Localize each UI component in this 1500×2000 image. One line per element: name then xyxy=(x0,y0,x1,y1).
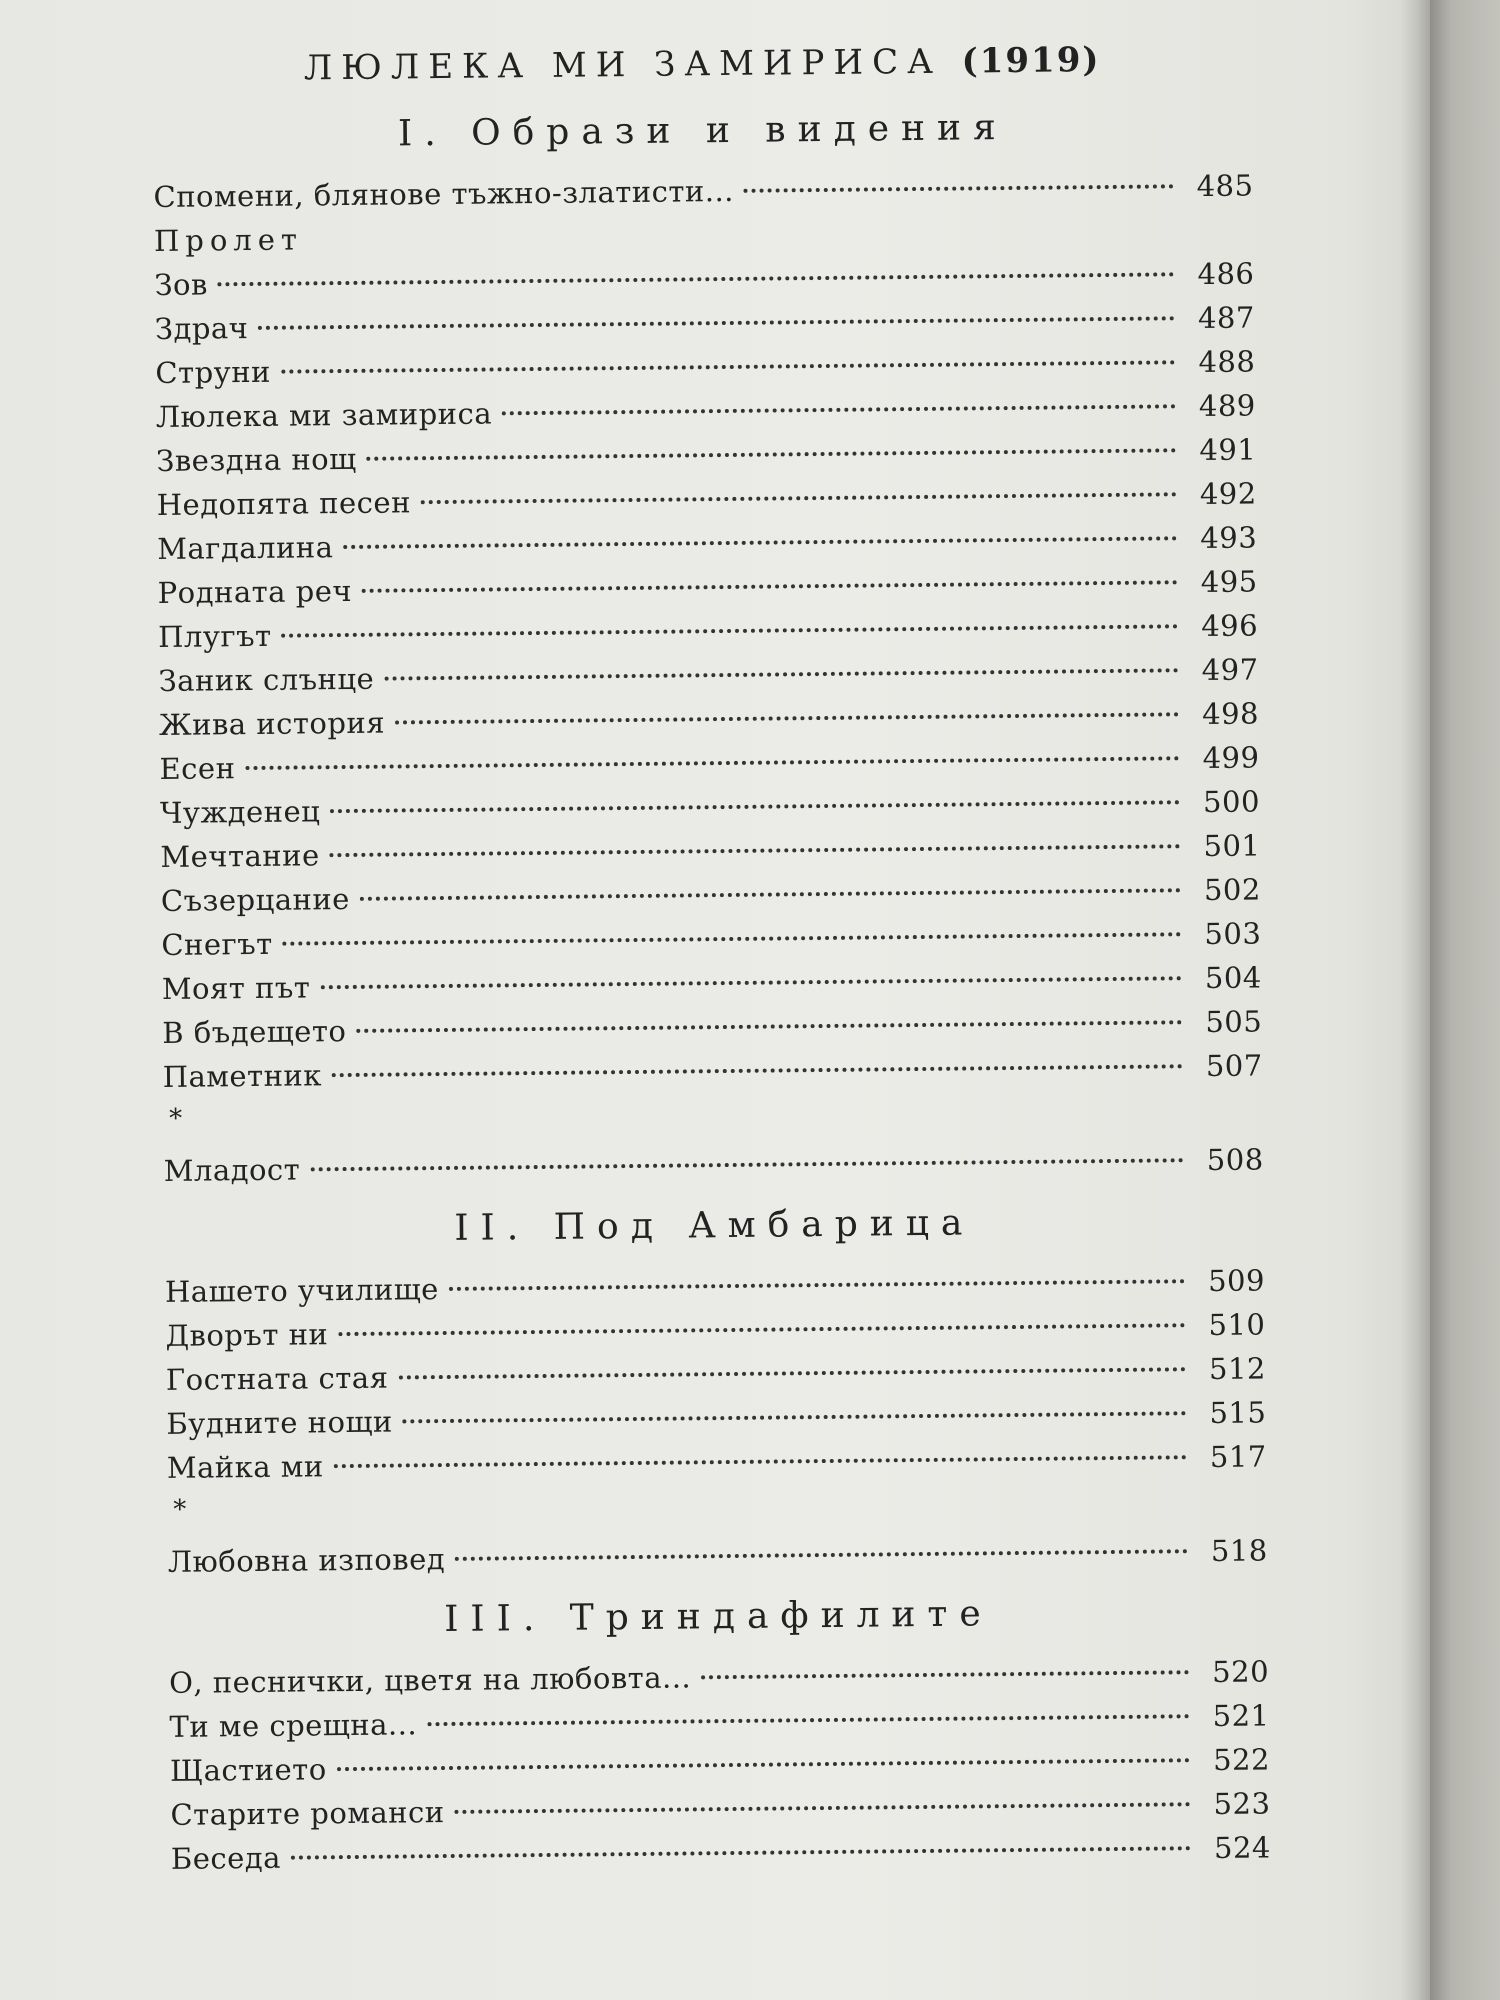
entry-title: Спомени, блянове тъжно-златисти... xyxy=(153,173,735,214)
toc-list-section-3 xyxy=(169,1649,1271,1881)
entry-page xyxy=(1184,239,1254,240)
entry-title: Старите романси xyxy=(170,1795,445,1832)
dot-leader xyxy=(744,184,1174,192)
dot-leader xyxy=(330,844,1181,857)
entry-page: 505 xyxy=(1205,1004,1263,1040)
entry-title: Беседа xyxy=(170,1840,282,1876)
entry-page: 518 xyxy=(1210,1533,1268,1568)
dot-leader xyxy=(449,1279,1185,1291)
toc-list-section-2 xyxy=(165,1258,1268,1584)
entry-page: 508 xyxy=(1206,1142,1264,1178)
entry-page: 510 xyxy=(1208,1307,1266,1343)
entry-page: 522 xyxy=(1212,1742,1271,1777)
dot-leader xyxy=(455,1549,1188,1561)
dot-leader xyxy=(332,1064,1183,1077)
entry-page: 496 xyxy=(1201,608,1259,644)
entry-page: 517 xyxy=(1209,1439,1267,1474)
dot-leader xyxy=(313,232,1174,241)
dot-leader xyxy=(283,932,1182,945)
entry-page: 485 xyxy=(1196,168,1254,204)
dot-leader xyxy=(334,1455,1187,1468)
dot-leader xyxy=(502,404,1176,415)
entry-page: 502 xyxy=(1203,872,1262,908)
dot-leader xyxy=(398,1367,1185,1379)
entry-title: Чужденец xyxy=(159,794,321,830)
dot-leader xyxy=(330,800,1180,813)
entry-title: Ти ме срещна... xyxy=(169,1707,418,1744)
entry-page: 491 xyxy=(1199,432,1257,468)
dot-leader xyxy=(337,1758,1190,1771)
entry-page: 487 xyxy=(1197,300,1256,336)
dot-leader xyxy=(258,316,1175,330)
section-title-1: I. Образи и видения xyxy=(397,107,1008,155)
dot-leader xyxy=(701,1670,1189,1679)
page-gutter-shadow xyxy=(1400,0,1430,2000)
dot-leader xyxy=(421,492,1177,504)
dot-leader xyxy=(281,360,1175,373)
entry-page: 497 xyxy=(1201,652,1259,688)
dot-leader xyxy=(310,1158,1183,1171)
dot-leader xyxy=(403,1411,1187,1423)
entry-title: Гостната стая xyxy=(165,1360,389,1397)
asterisk-separator: * xyxy=(173,1494,187,1525)
entry-title: Зов xyxy=(154,267,208,302)
dot-leader xyxy=(367,448,1177,460)
section-title-3: III. Триндафилите xyxy=(443,1593,993,1641)
entry-page: 501 xyxy=(1203,828,1261,864)
section-title-2: II. Под Амбарица xyxy=(454,1202,975,1249)
entry-title: Жива история xyxy=(158,705,386,742)
dot-leader xyxy=(384,668,1178,680)
entry-title: Плугът xyxy=(157,618,272,654)
dot-leader xyxy=(320,976,1181,989)
entry-page: 520 xyxy=(1212,1654,1270,1689)
entry-page: 499 xyxy=(1202,740,1260,776)
entry-title: Дворът ни xyxy=(165,1317,329,1353)
dot-leader xyxy=(455,1802,1191,1814)
entry-page: 521 xyxy=(1212,1698,1270,1733)
entry-title: Моят път xyxy=(161,970,311,1006)
entry-page: 489 xyxy=(1198,388,1256,424)
entry-title: Любовна изповед xyxy=(167,1542,446,1579)
entry-title: Люлека ми замириса xyxy=(155,396,493,434)
entry-title: Недопята песен xyxy=(156,485,412,522)
entry-title: Родната реч xyxy=(157,573,353,610)
entry-title: Паметник xyxy=(162,1058,323,1094)
dot-leader xyxy=(360,888,1181,901)
asterisk-separator: * xyxy=(169,1103,183,1134)
entry-title: Магдалина xyxy=(157,530,334,566)
entry-title: Нашето училище xyxy=(164,1272,440,1309)
entry-page: 512 xyxy=(1208,1351,1267,1387)
entry-page: 488 xyxy=(1198,344,1256,380)
book-title-text: ЛЮЛЕКА МИ ЗАМИРИСА xyxy=(303,41,943,89)
entry-page: 486 xyxy=(1197,256,1255,292)
entry-title: Щастието xyxy=(169,1752,327,1788)
entry-page: 504 xyxy=(1204,960,1262,996)
entry-title: Будните нощи xyxy=(166,1404,393,1441)
entry-page: 503 xyxy=(1204,916,1262,952)
entry-title: В бъдещето xyxy=(162,1014,347,1050)
dot-leader xyxy=(338,1323,1185,1336)
dot-leader xyxy=(291,1846,1191,1859)
dot-leader xyxy=(245,756,1179,770)
book-year: (1919) xyxy=(961,40,1101,82)
dot-leader xyxy=(218,272,1175,286)
entry-title: Мечтание xyxy=(160,838,320,874)
entry-page: 495 xyxy=(1200,564,1258,600)
book-edge xyxy=(1430,0,1500,2000)
dot-leader xyxy=(343,536,1177,549)
dot-leader xyxy=(427,1714,1189,1726)
entry-page: 523 xyxy=(1213,1786,1271,1821)
entry-page: 509 xyxy=(1207,1263,1266,1299)
entry-title: Майка ми xyxy=(166,1449,324,1485)
dot-leader xyxy=(356,1020,1182,1033)
entry-title: Звездна нощ xyxy=(156,441,357,478)
entry-title: Пролет xyxy=(153,222,304,258)
entry-page: 515 xyxy=(1209,1395,1267,1431)
entry-title: Струни xyxy=(155,354,272,390)
dot-leader xyxy=(282,624,1179,637)
entry-page: 507 xyxy=(1205,1048,1263,1084)
entry-page: 524 xyxy=(1213,1830,1272,1865)
entry-title: Заник слънце xyxy=(158,661,375,698)
entry-page: 500 xyxy=(1202,784,1261,820)
entry-page: 493 xyxy=(1200,520,1258,556)
entry-title: Здрач xyxy=(154,311,249,346)
table-of-contents xyxy=(152,38,1271,1880)
entry-page: 498 xyxy=(1201,696,1260,732)
entry-title: Снегът xyxy=(161,926,273,962)
dot-leader xyxy=(362,580,1178,593)
entry-page: 492 xyxy=(1199,476,1257,512)
entry-title: Младост xyxy=(163,1152,301,1188)
entry-title: О, песнички, цветя на любовта... xyxy=(168,1660,692,1700)
toc-list-section-1 xyxy=(153,163,1264,1192)
dot-leader xyxy=(395,712,1179,724)
entry-title: Съзерцание xyxy=(160,881,351,918)
entry-title: Есен xyxy=(159,751,236,786)
